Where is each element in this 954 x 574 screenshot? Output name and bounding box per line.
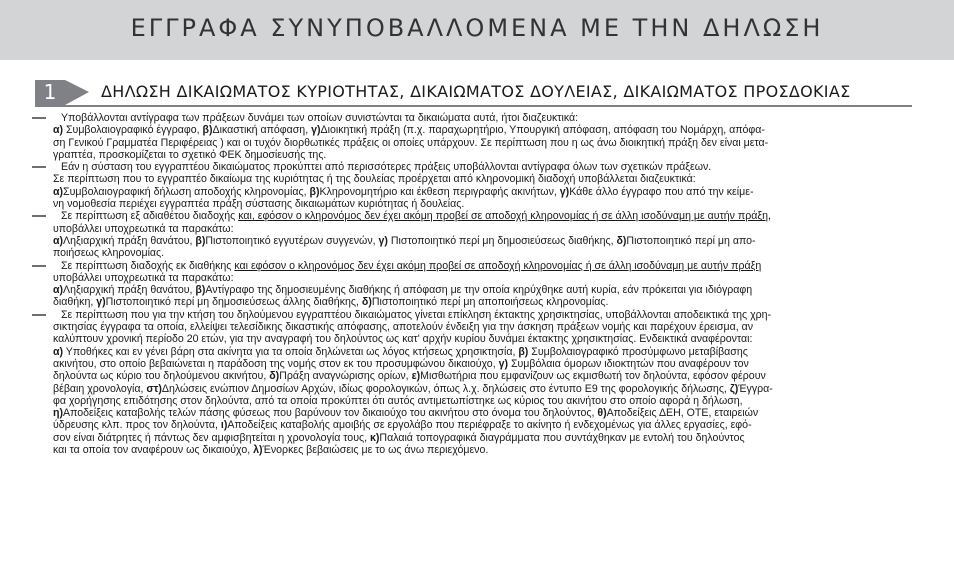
paragraph-line: και τα οποία τον αναφέρουν ως δικαιούχο, λ)Ένορκες βεβαιώσεις με το ως άνω περιεχόμενο. (53, 444, 489, 457)
page-title: ΕΓΓΡΑΦΑ ΣΥΝΥΠΟΒΑΛΛΟΜΕΝΑ ΜΕ ΤΗΝ ΔΗΛΩΣΗ (130, 14, 824, 42)
paragraph-line: καλύπτουν χρονική περίοδο 20 ετών, για την αναγραφή του δηλούντος ως κατ' αρχήν κυρίου δυνάμει έκτακτης χρησικτησίας. Ενδεικτικά αναφέρονται: (53, 333, 753, 346)
arrow-icon (65, 80, 89, 105)
paragraph-line: Εάν η σύσταση του εγγραπτέου δικαιώματος προκύπτει από περισσότερες πράξεις υποβάλλονται αντίγραφα όλων των σχετικών πράξεων. (61, 161, 712, 174)
paragraph-line: γραπτέα, προσκομίζεται το σχετικό ΦΕΚ δημοσίευσής της. (53, 148, 327, 161)
paragraph (35, 210, 912, 259)
document-body (35, 112, 912, 456)
paragraph-line: α)Ληξιαρχική πράξη θανάτου, β)Πιστοποιητικό εγγυτέρων συγγενών, γ) Πιστοποιητικό περί μη δημοσιεύσεως διαθήκης, δ)Πιστοποιητικό περί μη απο- (53, 234, 756, 247)
paragraph-line: Υποβάλλονται αντίγραφα των πράξεων δυνάμει των οποίων συνιστώνται τα δικαιώματα αυτά, ήτοι διαζευκτικά: (61, 112, 579, 124)
paragraph-line: υποβάλλει υποχρεωτικά τα παρακάτω: (53, 271, 234, 284)
section-divider (35, 105, 912, 107)
paragraph-line: α) Υποθήκες και εν γένει βάρη στα ακίνητα για τα οποία δηλώνεται ως λόγος κτήσεως χρησικτησία, β) Συμβολαιογραφικό προσύμφωνο μεταβίβασης (53, 345, 748, 358)
paragraph-line: η)Αποδείξεις καταβολής τελών πάσης φύσεως που βαρύνουν τον δικαιούχο του ακινήτου στο όνομα του δηλούντος, θ)Αποδείξεις ΔΕΗ, ΟΤΕ, εταιρειών (53, 407, 759, 420)
paragraph-line: Σε περίπτωση που το εγγραπτέο δικαίωμα της κυριότητας ή της δουλείας προέρχεται από κληρονομική διαδοχή υποβάλλεται διαζευκτικά: (53, 173, 696, 186)
header-banner (0, 0, 954, 60)
paragraph-line: νη νομοθεσία περιέχει εγγραπτέα πράξη σύστασης δικαιωμάτων κυριότητας ή δουλείας. (53, 198, 465, 211)
paragraph-line: βέβαιη χρονολογία, στ)Δηλώσεις ενώπιον Δημοσίων Αρχών, ιδίως φορολογικών, όπως λ.χ. δηλώσεις στο έντυπο Ε9 της φορολογικής δήλωσης, ζ)Έγγρα- (53, 382, 773, 395)
paragraph-line: ακινήτου, στο οποίο βεβαιώνεται η παράδοση της νομής στον εκ του προσυμφώνου δικαιούχο, γ) Συμβόλαια όμορων ιδιοκτητών που αναφέρουν τον (53, 357, 749, 370)
paragraph (35, 309, 912, 457)
paragraph-line: υποβάλλει υποχρεωτικά τα παρακάτω: (53, 222, 234, 235)
paragraph (35, 260, 912, 309)
paragraph-line: Σε περίπτωση που για την κτήση του δηλούμενου εγγραπτέου δικαιώματος γίνεται επίκληση έκτακτης χρησικτησίας, υποβάλλονται αποδεικτικά της χρη- (61, 308, 772, 321)
paragraph-line: Σε περίπτωση διαδοχής εκ διαθήκης και εφόσον ο κληρονόμος δεν έχει ακόμη προβεί σε αποδοχή κληρονομίας ή σε άλλη ισοδύναμη με αυτήν πράξη (61, 259, 762, 272)
section-title: ΔΗΛΩΣΗ ΔΙΚΑΙΩΜΑΤΟΣ ΚΥΡΙΟΤΗΤΑΣ, ΔΙΚΑΙΩΜΑΤΟΣ ΔΟΥΛΕΙΑΣ, ΔΙΚΑΙΩΜΑΤΟΣ ΠΡΟΣΔΟΚΙΑΣ (101, 82, 851, 101)
section-number: 1 (35, 80, 65, 105)
paragraph-line: φα χορήγησης επιδότησης στον δηλούντα, από τα οποία προκύπτει ότι αυτός αντιμετωπίστηκε ως κύριος του ακινήτου στο οποίο αφορά η δήλωση, (53, 394, 743, 407)
paragraph-line: ποιήσεως κληρονομίας. (53, 247, 165, 260)
paragraph-line: σικτησίας έγγραφα τα οποία, ελλείψει τελεσίδικης δικαστικής απόφασης, αποτελούν ένδειξη για την άσκηση πράξεων νομής και παρέχουν έρεισμα, αν (53, 321, 754, 334)
paragraph-line: διαθήκη, γ)Πιστοποιητικό περί μη δημοσιεύσεως άλλης διαθήκης, δ)Πιστοποιητικό περί μη αποποιήσεως κληρονομίας. (53, 296, 609, 309)
paragraph (35, 112, 912, 161)
paragraph-line: ύδρευσης κλπ. προς τον δηλούντα, ι)Αποδείξεις καταβολής αμοιβής σε εργολάβο που περιέφραξε το ακίνητο ή ενδεχομένως για άλλες εργασίες, εφό- (53, 419, 752, 432)
paragraph-line: ση Γενικού Γραμματέα Περιφέρειας ) και οι τυχόν διορθωτικές πράξεις οι οποίες υπάρχουν. Σε περίπτωση που η ως άνω διοικητική πράξη δεν είναι μετα- (53, 136, 769, 149)
paragraph-line: σον είναι διάτρητες ή πάντως δεν αμφισβητείται η χρονολογία τους, κ)Παλαιά τοπογραφικά διαγράμματα που συντάχθηκαν με εντολή του δηλούντος (53, 431, 745, 444)
section-header (35, 80, 912, 106)
paragraph-line: α)Ληξιαρχική πράξη θανάτου, β)Αντίγραφο της δημοσιευμένης διαθήκης ή απόφαση με την οποία κηρύχθηκε αυτή κυρία, εάν πρόκειται για ιδιόγραφη (53, 284, 753, 297)
paragraph-line: δηλούντα ως κύριο του δηλούμενου ακινήτου, δ)Πράξη αναγνώρισης ορίων, ε)Μισθωτήρια που εμφανίζουν ως εκμισθωτή τον δηλούντα, εφόσον φέρουν (53, 370, 766, 383)
paragraph (35, 161, 912, 210)
paragraph-line: α)Συμβολαιογραφική δήλωση αποδοχής κληρονομίας, β)Κληρονομητήριο και έκθεση περιγραφής ακινήτων, γ)Κάθε άλλο έγγραφο που από την κείμε- (53, 185, 754, 198)
paragraph-line: α) Συμβολαιογραφικό έγγραφο, β)Δικαστική απόφαση, γ)Διοικητική πράξη (π.χ. παραχωρητήριο, Υπουργική απόφαση, απόφαση του Νομάρχη, απόφα- (53, 124, 765, 137)
paragraph-line: Σε περίπτωση εξ αδιαθέτου διαδοχής και, εφόσον ο κληρονόμος δεν έχει ακόμη προβεί σε αποδοχή κληρονομίας ή σε άλλη ισοδύναμη με αυτήν πράξη, (61, 210, 771, 223)
